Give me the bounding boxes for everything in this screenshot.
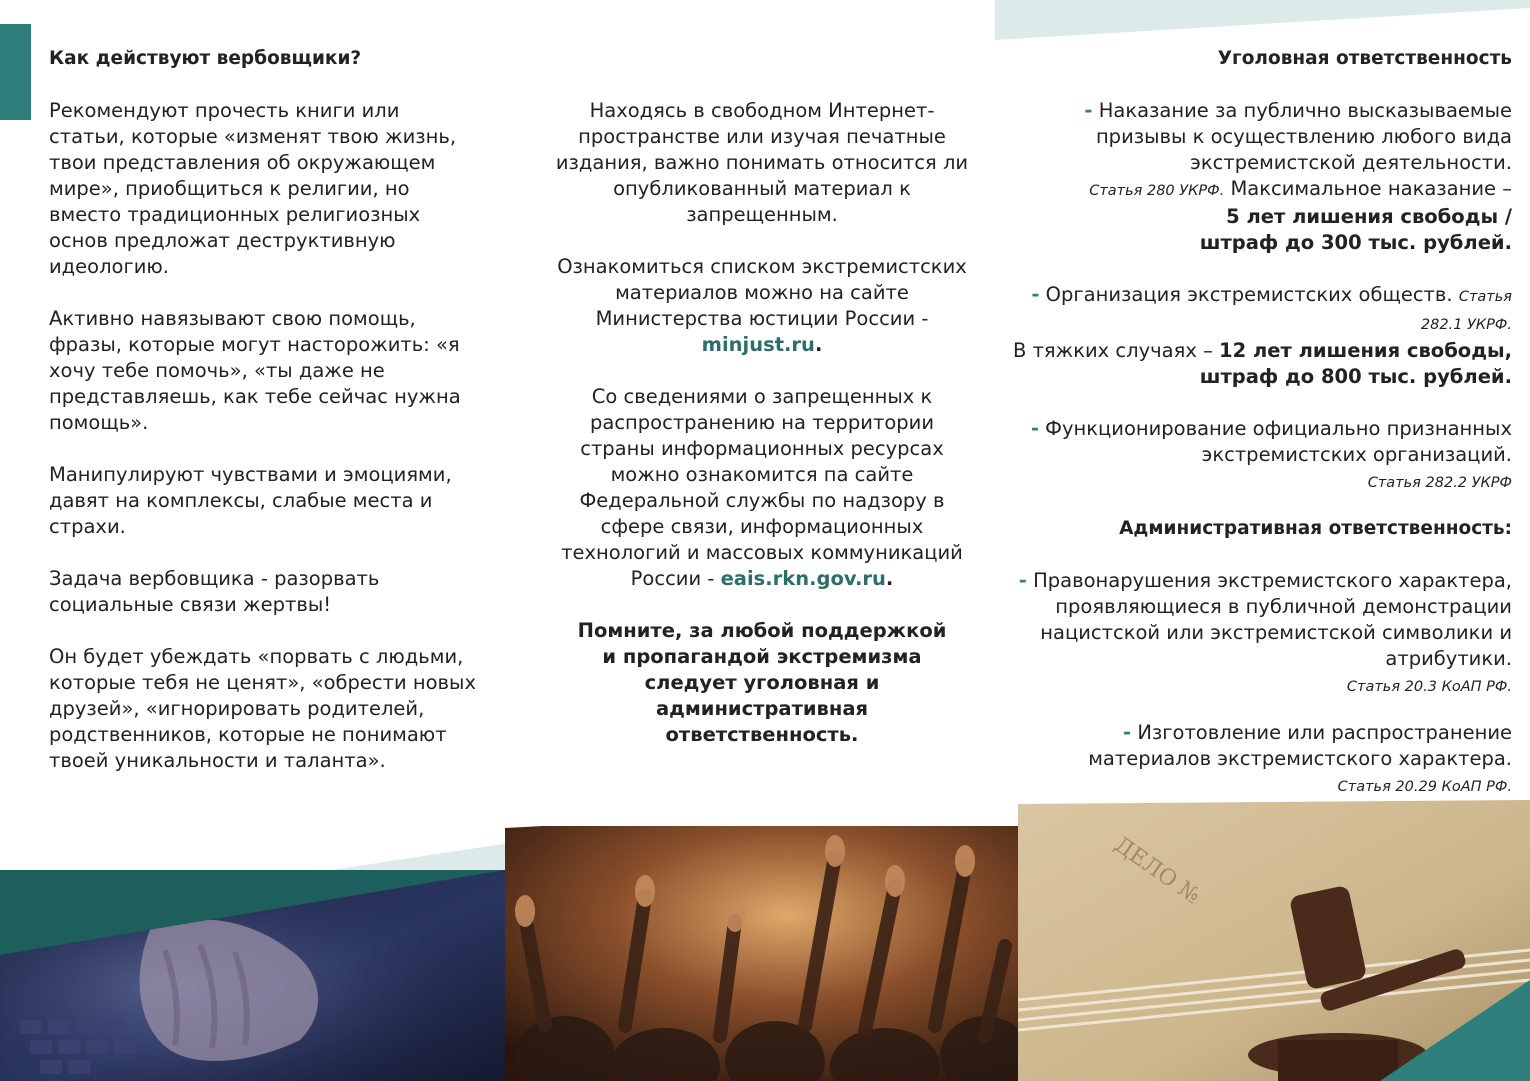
item-1-cite: Статья 280 УКРФ.: [1089, 183, 1225, 199]
criminal-item-3: [1012, 416, 1512, 496]
top-right-pale-band: [995, 0, 1530, 40]
right-column: [1012, 46, 1512, 826]
photo-divider-wedge: [505, 800, 1018, 830]
dash-4: -: [1018, 569, 1027, 592]
item-2-severe-label: В тяжких случаях –: [1013, 339, 1213, 362]
item-5-text: Изготовление или распространение материалов экстремистского характера.: [1088, 721, 1512, 770]
rkn-text: Со сведениями о запрещенных к распространению на территории страны информационных ресурсах можно ознакомится па сайте Федеральной службы по надзору в сфере связи, информационных технологий и массовых коммуникаций России -: [561, 385, 963, 590]
item-2-cite: Статья 282.1 УКРФ.: [1420, 289, 1512, 333]
dash-3: -: [1030, 417, 1039, 440]
middle-column: [553, 98, 971, 774]
item-3-cite: Статья 282.2 УКРФ: [1367, 475, 1512, 491]
item-1-penalty-1: 5 лет лишения свободы /: [1226, 205, 1512, 228]
teal-corner-bottom-right: [1380, 980, 1530, 1081]
middle-paragraph-3: [553, 384, 971, 592]
item-1-penalty-label: Максимальное наказание –: [1230, 177, 1512, 200]
item-2-text: Организация экстремистских обществ.: [1045, 283, 1453, 306]
case-folder-text: ДЕЛО №: [1109, 832, 1205, 910]
middle-paragraph-1: Находясь в свободном Интернет-пространстве или изучая печатные издания, важно понимать относится ли опубликованный материал к запрещенным.: [555, 99, 969, 226]
teal-corner-overlay: [0, 870, 505, 1081]
admin-liability-title: Административная ответственность:: [1119, 518, 1512, 539]
criminal-item-1: [1012, 98, 1512, 256]
warning-text: Помните, за любой поддержкой и пропагандой экстремизма следует уголовная и административная ответственность.: [577, 619, 947, 746]
admin-item-2: [1012, 720, 1512, 800]
crowd-raised-hands-photo: [505, 826, 1018, 1081]
minjust-text: Ознакомиться списком экстремистских материалов можно на сайте Министерства юстиции России -: [557, 255, 967, 330]
item-4-cite: Статья 20.3 КоАП РФ.: [1346, 679, 1512, 695]
criminal-item-2: [1012, 282, 1512, 390]
dash-5: -: [1123, 721, 1132, 744]
item-4-text: Правонарушения экстремистского характера, проявляющиеся в публичной демонстрации нацистской или экстремистской символики и атрибутики.: [1033, 569, 1512, 670]
left-paragraph-2: Активно навязывают свою помощь, фразы, которые могут насторожить: «я хочу тебе помочь», «ты даже не представляешь, как тебе сейчас нужна помощь».: [49, 307, 461, 434]
left-paragraph-1: Рекомендуют прочесть книги или статьи, которые «изменят твою жизнь, твои представления об окружающем мире», приобщиться к религии, но вместо традиционных религиозных основ предложат деструктивную идеологию.: [49, 99, 457, 278]
minjust-link[interactable]: minjust.ru: [701, 333, 815, 356]
criminal-liability-title: Уголовная ответственность: [1217, 48, 1512, 69]
dash-2: -: [1031, 283, 1040, 306]
item-1-text: Наказание за публично высказываемые призывы к осуществлению любого вида экстремистской деятельности.: [1095, 99, 1512, 174]
item-1-penalty-2: штраф до 300 тыс. рублей.: [1199, 231, 1512, 254]
dash-1: -: [1084, 99, 1093, 122]
rkn-link[interactable]: eais.rkn.gov.ru: [720, 567, 886, 590]
left-column: [49, 46, 479, 800]
left-paragraph-5: Он будет убеждать «порвать с людьми, которые тебя не ценят», «обрести новых друзей», «игнорировать родителей, родственников, которые не понимают твоей уникальности и таланта».: [49, 645, 476, 772]
middle-paragraph-2: [553, 254, 971, 358]
left-paragraph-4: Задача вербовщика - разорвать социальные связи жертвы!: [49, 567, 380, 616]
left-paragraph-3: Манипулируют чувствами и эмоциями, давят на комплексы, слабые места и страхи.: [49, 463, 452, 538]
minjust-period: .: [814, 333, 823, 356]
item-5-cite: Статья 20.29 КоАП РФ.: [1337, 779, 1512, 795]
item-2-penalty-2: штраф до 800 тыс. рублей.: [1199, 365, 1512, 388]
item-3-text: Функционирование официально признанных экстремистских организаций.: [1045, 417, 1512, 466]
item-2-penalty-1: 12 лет лишения свободы,: [1219, 339, 1512, 362]
rkn-period: .: [885, 567, 894, 590]
admin-item-1: [1012, 568, 1512, 700]
top-left-accent-bar: [0, 24, 31, 120]
recruiters-title: Как действуют вербовщики?: [49, 48, 362, 69]
